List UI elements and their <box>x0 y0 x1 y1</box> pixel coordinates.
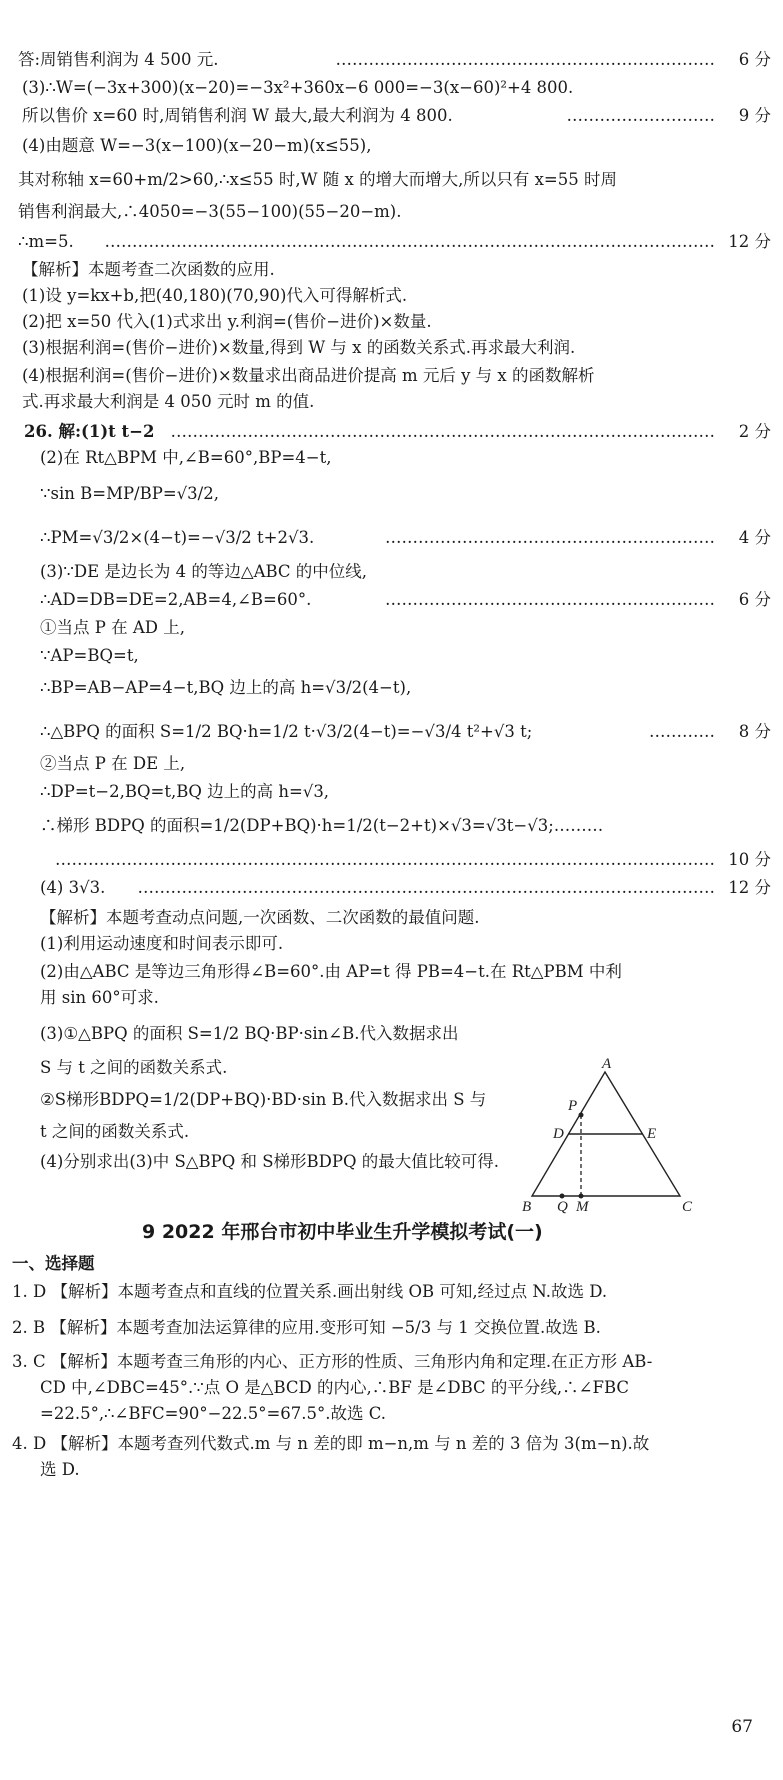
line-text: (2)把 x=50 代入(1)式求出 y.利润=(售价−进价)×数量. <box>22 312 432 331</box>
line-text: (1)设 y=kx+b,把(40,180)(70,90)代入可得解析式. <box>22 286 408 305</box>
line-text: (3)∵DE 是边长为 4 的等边△ABC 的中位线, <box>40 562 368 581</box>
score-label: 12 分 <box>728 878 771 897</box>
label-B: B <box>522 1199 532 1214</box>
leader-dots: …………………………………………………………… <box>335 50 715 69</box>
line-text: 【解析】本题考查动点问题,一次函数、二次函数的最值问题. <box>40 908 480 927</box>
line-text: (2)在 Rt△BPM 中,∠B=60°,BP=4−t, <box>40 448 332 467</box>
answer-3-line3: =22.5°,∴∠BFC=90°−22.5°=67.5°.故选 C. <box>40 1404 387 1423</box>
line-text: ∴PM=√3/2×(4−t)=−√3/2 t+2√3. <box>40 528 315 547</box>
line-text: ∵AP=BQ=t, <box>40 646 139 665</box>
line-text: ∴△BPQ 的面积 S=1/2 BQ·h=1/2 t·√3/2(4−t)=−√3/4 t²+√3 t; <box>40 722 533 741</box>
answer-3-line1: 3. C 【解析】本题考查三角形的内心、正方形的性质、三角形内角和定理.在正方形 AB- <box>12 1352 653 1371</box>
line-text: ②当点 P 在 DE 上, <box>40 754 186 773</box>
line-text: ∴梯形 BDPQ 的面积=1/2(DP+BQ)·h=1/2(t−2+t)×√3=√3t−√3;……… <box>40 816 604 835</box>
line-text: ②S梯形BDPQ=1/2(DP+BQ)·BD·sin B.代入数据求出 S 与 <box>40 1090 487 1109</box>
leader-dots: ……………………………………………………………………………………… <box>170 422 715 441</box>
section-title: 9 2022 年邢台市初中毕业生升学模拟考试(一) <box>142 1221 543 1243</box>
answer-2: 2. B 【解析】本题考查加法运算律的应用.变形可知 −5/3 与 1 交换位置.故选 B. <box>12 1318 601 1337</box>
label-A: A <box>602 1058 612 1072</box>
line-text: 用 sin 60°可求. <box>40 988 159 1007</box>
label-P: P <box>568 1098 578 1114</box>
leader-dots: …………………………………………………… <box>385 528 715 547</box>
line-text: (3)①△BPQ 的面积 S=1/2 BQ·BP·sin∠B.代入数据求出 <box>40 1024 459 1043</box>
line-text: 其对称轴 x=60+m/2>60,∴x≤55 时,W 随 x 的增大而增大,所以只有 x=55 时周 <box>18 170 617 189</box>
score-label: 10 分 <box>728 850 771 869</box>
line-text: (4)分别求出(3)中 S△BPQ 和 S梯形BDPQ 的最大值比较可得. <box>40 1152 500 1171</box>
triangle-figure <box>520 1058 696 1214</box>
score-label: 8 分 <box>738 722 771 741</box>
leader-dots: …………………………………………………… <box>385 590 715 609</box>
score-label: 2 分 <box>738 422 771 441</box>
leader-dots: …………………………………………………………………………………………… <box>137 878 715 897</box>
label-Q: Q <box>557 1199 568 1214</box>
line-text: ∴AD=DB=DE=2,AB=4,∠B=60°. <box>40 590 312 609</box>
answer-3-line2: CD 中,∠DBC=45°.∵点 O 是△BCD 的内心,∴BF 是∠DBC 的平分线,∴∠FBC <box>40 1378 629 1397</box>
leader-dots: ………………………………………………………………………………………………… <box>104 232 715 251</box>
line-text: (4)根据利润=(售价−进价)×数量求出商品进价提高 m 元后 y 与 x 的函数解析 <box>22 366 595 385</box>
label-D: D <box>553 1126 564 1142</box>
page-number: 67 <box>731 1717 753 1737</box>
line-text: (2)由△ABC 是等边三角形得∠B=60°.由 AP=t 得 PB=4−t.在 Rt△PBM 中利 <box>40 962 622 981</box>
line-text: ∵sin B=MP/BP=√3/2, <box>40 484 219 503</box>
line-text: ∴DP=t−2,BQ=t,BQ 边上的高 h=√3, <box>40 782 330 801</box>
answer-1: 1. D 【解析】本题考查点和直线的位置关系.画出射线 OB 可知,经过点 N.故选 D. <box>12 1282 608 1301</box>
label-M: M <box>576 1199 589 1214</box>
leader-dots: ……………………… <box>566 106 715 125</box>
answer-4-line2: 选 D. <box>40 1460 80 1479</box>
leader-dots: ………………………………………………………………………………………………………… <box>55 850 715 869</box>
score-label: 4 分 <box>738 528 771 547</box>
line-text: S 与 t 之间的函数关系式. <box>40 1058 228 1077</box>
score-label: 9 分 <box>738 106 771 125</box>
answer-4-line1: 4. D 【解析】本题考查列代数式.m 与 n 差的即 m−n,m 与 n 差的 3 倍为 3(m−n).故 <box>12 1434 650 1453</box>
line-text: 答:周销售利润为 4 500 元. <box>18 50 219 69</box>
line-text: ①当点 P 在 AD 上, <box>40 618 185 637</box>
line-text: ∴BP=AB−AP=4−t,BQ 边上的高 h=√3/2(4−t), <box>40 678 412 697</box>
line-text: 【解析】本题考查二次函数的应用. <box>22 260 275 279</box>
line-text: t 之间的函数关系式. <box>40 1122 190 1141</box>
line-text: (3)根据利润=(售价−进价)×数量,得到 W 与 x 的函数关系式.再求最大利润. <box>22 338 576 357</box>
line-text: 26. 解:(1)t t−2 <box>24 422 155 441</box>
label-C: C <box>682 1199 693 1214</box>
line-text: (1)利用运动速度和时间表示即可. <box>40 934 284 953</box>
line-text: (4)由题意 W=−3(x−100)(x−20−m)(x≤55), <box>22 136 372 155</box>
line-text: 销售利润最大,∴4050=−3(55−100)(55−20−m). <box>18 202 402 221</box>
line-text: 式.再求最大利润是 4 050 元时 m 的值. <box>22 392 315 411</box>
score-label: 6 分 <box>738 50 771 69</box>
line-text: 所以售价 x=60 时,周销售利润 W 最大,最大利润为 4 800. <box>22 106 453 125</box>
line-text: ∴m=5. <box>18 232 74 251</box>
line-text: (4) 3√3. <box>40 878 106 897</box>
score-label: 12 分 <box>728 232 771 251</box>
score-label: 6 分 <box>738 590 771 609</box>
label-E: E <box>647 1126 657 1142</box>
subsection-title: 一、选择题 <box>12 1254 95 1273</box>
line-text: (3)∴W=(−3x+300)(x−20)=−3x²+360x−6 000=−3(x−60)²+4 800. <box>22 78 574 97</box>
leader-dots: ………… <box>649 722 715 741</box>
